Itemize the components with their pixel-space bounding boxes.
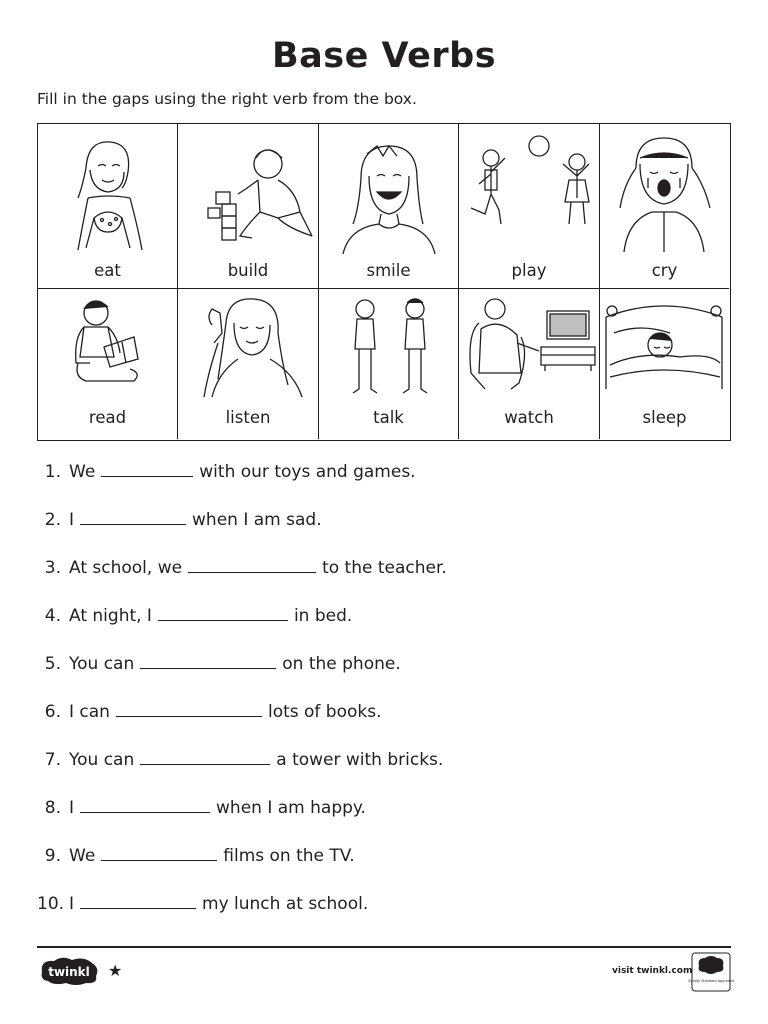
verb-cell-cry	[600, 124, 729, 289]
girl-crying-illustration	[600, 128, 729, 258]
answer-blank[interactable]	[101, 462, 193, 477]
question-text-before: You can	[69, 654, 135, 674]
verb-cell-talk	[319, 289, 459, 439]
question-list	[37, 462, 731, 942]
verb-label: smile	[366, 261, 411, 280]
answer-blank[interactable]	[116, 702, 262, 717]
question-text-before: I	[69, 798, 75, 818]
question-10	[37, 894, 731, 942]
question-7	[37, 750, 731, 798]
question-text-before: You can	[69, 750, 135, 770]
question-number: 5.	[44, 654, 61, 674]
child-eating-illustration	[38, 128, 178, 258]
question-text-after: on the phone.	[282, 654, 401, 674]
answer-blank[interactable]	[101, 846, 217, 861]
question-5	[37, 654, 731, 702]
quality-standard-badge	[688, 952, 734, 992]
answer-blank[interactable]	[80, 510, 186, 525]
verb-cell-build	[178, 124, 319, 289]
verb-cell-sleep	[600, 289, 729, 439]
instructions: Fill in the gaps using the right verb from the box.	[37, 90, 417, 108]
verb-label: talk	[373, 408, 404, 427]
svg-text:twinkl: twinkl	[48, 965, 90, 979]
question-number: 4.	[44, 606, 61, 626]
question-8	[37, 798, 731, 846]
star-icon: ★	[108, 961, 123, 980]
answer-blank[interactable]	[80, 798, 210, 813]
question-1	[37, 462, 731, 510]
question-number: 1.	[44, 462, 61, 482]
child-reading-illustration	[38, 293, 178, 403]
question-2	[37, 510, 731, 558]
verb-label: build	[227, 261, 269, 280]
answer-blank[interactable]	[140, 654, 276, 669]
question-text-before: At night, I	[69, 606, 152, 626]
verb-label: watch	[504, 408, 554, 427]
question-text-after: a tower with bricks.	[276, 750, 444, 770]
question-text-before: We	[69, 462, 96, 482]
question-number: 2.	[44, 510, 61, 530]
question-text-before: I can	[69, 702, 110, 722]
verb-cell-eat	[38, 124, 178, 289]
verb-label: read	[88, 408, 127, 427]
verb-cell-smile	[319, 124, 459, 289]
verb-cell-watch	[459, 289, 600, 439]
question-text-before: I	[69, 510, 75, 530]
svg-text:Quality Standard Approved: Quality Standard Approved	[688, 979, 734, 983]
person-watching-tv-illustration	[459, 293, 600, 403]
question-number: 9.	[44, 846, 61, 866]
question-text-before: At school, we	[69, 558, 183, 578]
question-4	[37, 606, 731, 654]
question-text-after: when I am sad.	[192, 510, 322, 530]
question-text-after: lots of books.	[267, 702, 382, 722]
verb-cell-play	[459, 124, 600, 289]
question-number: 10.	[37, 894, 65, 914]
verb-cell-listen	[178, 289, 319, 439]
visit-link[interactable]: visit twinkl.com	[612, 966, 693, 976]
child-sleeping-illustration	[600, 293, 729, 403]
question-number: 7.	[44, 750, 61, 770]
verb-cell-read	[38, 289, 178, 439]
answer-blank[interactable]	[158, 606, 288, 621]
child-building-illustration	[178, 128, 319, 258]
girl-smiling-illustration	[319, 128, 459, 258]
question-text-after: when I am happy.	[216, 798, 366, 818]
question-number: 6.	[44, 702, 61, 722]
question-text-before: I	[69, 894, 75, 914]
question-text-after: to the teacher.	[322, 558, 447, 578]
answer-blank[interactable]	[140, 750, 270, 765]
answer-blank[interactable]	[80, 894, 196, 909]
question-6	[37, 702, 731, 750]
children-playing-illustration	[459, 128, 600, 258]
question-text-after: in bed.	[293, 606, 353, 626]
footer-divider	[37, 946, 731, 948]
verb-label: cry	[651, 261, 678, 280]
question-number: 3.	[44, 558, 61, 578]
children-talking-illustration	[319, 293, 459, 403]
verb-label: eat	[94, 261, 121, 280]
twinkl-logo[interactable]	[38, 956, 100, 986]
verb-box	[37, 123, 731, 441]
question-text-after: films on the TV.	[223, 846, 355, 866]
question-3	[37, 558, 731, 606]
question-text-after: with our toys and games.	[199, 462, 416, 482]
answer-blank[interactable]	[188, 558, 316, 573]
question-9	[37, 846, 731, 894]
question-text-after: my lunch at school.	[202, 894, 369, 914]
verb-label: sleep	[642, 408, 687, 427]
girl-listening-illustration	[178, 293, 319, 403]
verb-label: listen	[225, 408, 271, 427]
page-title: Base Verbs	[271, 36, 497, 76]
verb-label: play	[511, 261, 547, 280]
question-text-before: We	[69, 846, 96, 866]
question-number: 8.	[44, 798, 61, 818]
